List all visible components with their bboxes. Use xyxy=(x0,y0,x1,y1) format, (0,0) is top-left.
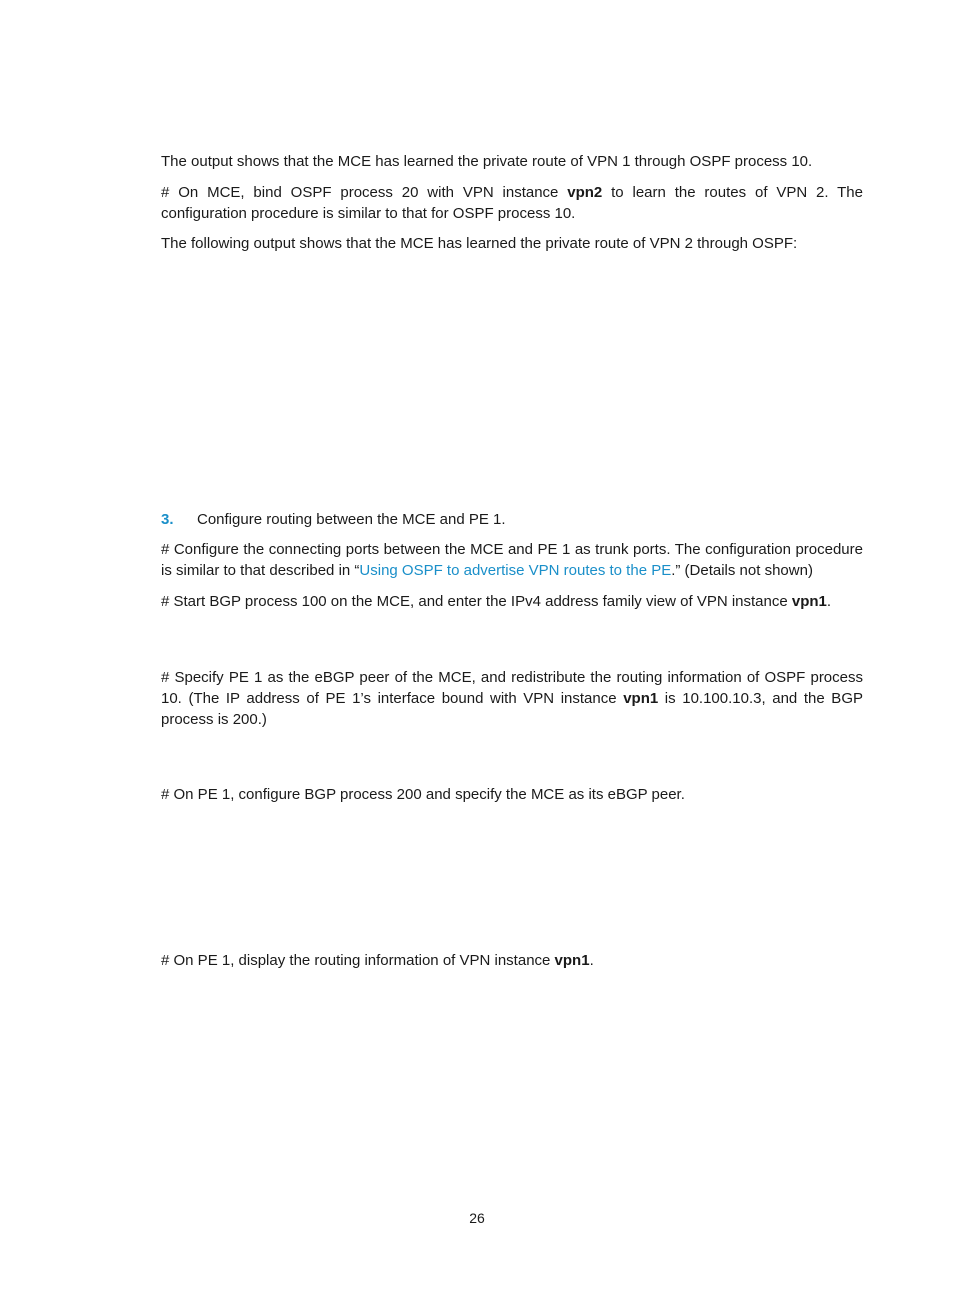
paragraph-output-vpn1: The output shows that the MCE has learned the private route of VPN 1 through OSPF process 10. xyxy=(161,153,813,170)
text: to learn the routes of VPN 2. The configuration procedure is similar to that for OSPF process 10. xyxy=(161,184,863,222)
paragraph-start-bgp xyxy=(161,591,863,612)
text: # On PE 1, display the routing information of VPN instance xyxy=(161,952,555,969)
paragraph-pe1-display xyxy=(161,950,863,971)
paragraph-bind-ospf-20 xyxy=(161,182,863,224)
vpn-instance-name: vpn1 xyxy=(623,690,659,707)
text: is 10.100.10.3, and the BGP process is 200.) xyxy=(161,690,863,728)
vpn-instance-name: vpn2 xyxy=(567,184,603,201)
text: .” (Details not shown) xyxy=(671,562,813,579)
vpn-instance-name: vpn1 xyxy=(791,593,827,610)
vpn-instance-name: vpn1 xyxy=(554,952,590,969)
page-number: 26 xyxy=(469,1210,485,1226)
text: # Start BGP process 100 on the MCE, and enter the IPv4 address family view of VPN instance xyxy=(161,593,792,610)
paragraph-configure-trunk xyxy=(161,539,863,581)
step-title: Configure routing between the MCE and PE 1. xyxy=(197,511,506,528)
text: # Specify PE 1 as the eBGP peer of the MCE, and redistribute the routing information of OSPF process 10. (The IP address of PE 1’s interface bound with VPN instance xyxy=(161,669,863,707)
paragraph-specify-ebgp-peer xyxy=(161,667,863,730)
paragraph-pe1-bgp: # On PE 1, configure BGP process 200 and specify the MCE as its eBGP peer. xyxy=(161,786,685,803)
text: . xyxy=(826,593,832,610)
cross-reference-link[interactable]: Using OSPF to advertise VPN routes to the PE xyxy=(359,562,672,579)
text: # On MCE, bind OSPF process 20 with VPN instance xyxy=(161,184,568,201)
text: # Configure the connecting ports between the MCE and PE 1 as trunk ports. The configuration procedure is similar to that described in “ xyxy=(161,541,863,579)
step-number: 3. xyxy=(161,511,174,528)
paragraph-output-vpn2: The following output shows that the MCE has learned the private route of VPN 2 through OSPF: xyxy=(161,235,798,252)
text: . xyxy=(589,952,594,969)
